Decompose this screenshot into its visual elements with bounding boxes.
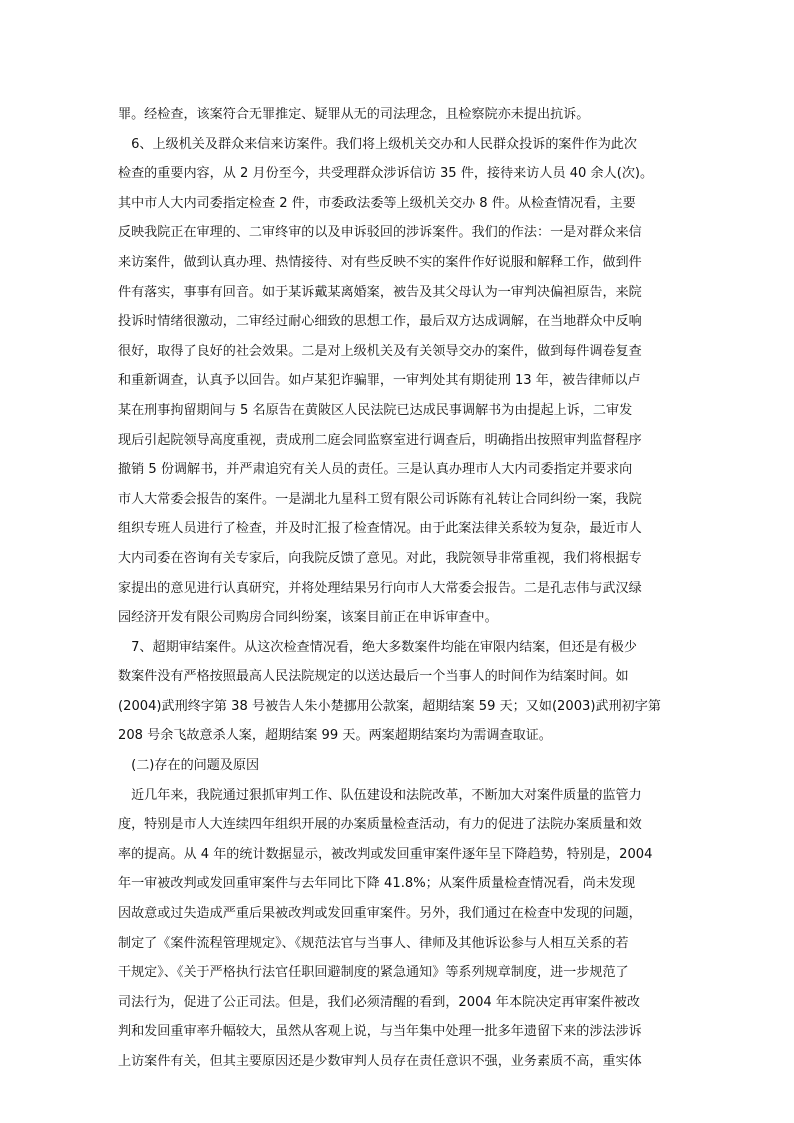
text-line: 大内司委在咨询有关专家后，向我院反馈了意见。对此，我院领导非常重视，我们将根据专	[118, 550, 642, 566]
text-line: 家提出的意见进行认真研究，并将处理结果另行向市人大常委会报告。二是孔志伟与武汉绿	[118, 580, 642, 596]
document-body	[118, 100, 678, 1077]
text-line: 率的提高。从 4 年的统计数据显示，被改判或发回重审案件逐年呈下降趋势，特别是，2004	[118, 846, 653, 862]
text-line: 208 号余飞故意杀人案，超期结案 99 天。两案超期结案均为需调查取证。	[118, 728, 552, 744]
text-line: 检查的重要内容，从 2 月份至今，共受理群众涉诉信访 35 件，接待来访人员 40 余人(次)。	[118, 166, 654, 182]
text-line: 其中市人大内司委指定检查 2 件，市委政法委等上级机关交办 8 件。从检查情况看，主要	[118, 195, 636, 211]
text-line: 年一审被改判或发回重审案件与去年同比下降 41.8%；从案件质量检查情况看，尚未发现	[118, 876, 636, 892]
text-line: 投诉时情绪很激动，二审经过耐心细致的思想工作，最后双方达成调解，在当地群众中反响	[118, 314, 642, 330]
text-line: 近几年来，我院通过狠抓审判工作、队伍建设和法院改革，不断加大对案件质量的监管力	[118, 787, 642, 803]
text-line: 因故意或过失造成严重后果被改判或发回重审案件。另外，我们通过在检查中发现的问题，	[118, 906, 642, 922]
text-line: 判和发回重审率升幅较大，虽然从客观上说，与当年集中处理一批多年遗留下来的涉法涉诉	[118, 1024, 642, 1040]
text-line: 制定了《案件流程管理规定》、《规范法官与当事人、律师及其他诉讼参与人相互关系的若	[118, 935, 629, 951]
text-line: 和重新调查，认真予以回告。如卢某犯诈骗罪，一审判处其有期徒刑 13 年，被告律师以卢	[118, 373, 641, 389]
text-line: (2004)武刑终字第 38 号被告人朱小楚挪用公款案，超期结案 59 天；又如(2003)武刑初字第	[118, 698, 661, 714]
text-line: 反映我院正在审理的、二审终审的以及申诉驳回的涉诉案件。我们的作法：一是对群众来信	[118, 225, 642, 241]
text-line: 件有落实，事事有回音。如于某诉戴某离婚案，被告及其父母认为一审判决偏袒原告，来院	[118, 284, 642, 300]
text-line: 市人大常委会报告的案件。一是湖北九星科工贸有限公司诉陈有礼转让合同纠纷一案，我院	[118, 491, 642, 507]
text-line: 6、上级机关及群众来信来访案件。我们将上级机关交办和人民群众投诉的案件作为此次	[118, 136, 637, 152]
text-line: 度，特别是市人大连续四年组织开展的办案质量检查活动，有力的促进了法院办案质量和效	[118, 817, 642, 833]
text-line: 上访案件有关，但其主要原因还是少数审判人员存在责任意识不强，业务素质不高，重实体	[118, 1054, 642, 1069]
text-line: 某在刑事拘留期间与 5 名原告在黄陂区人民法院已达成民事调解书为由提起上诉，二审发	[118, 402, 633, 418]
text-line: 干规定》、《关于严格执行法官任职回避制度的紧急通知》等系列规章制度，进一步规范了	[118, 965, 629, 981]
text-line: 罪。经检查，该案符合无罪推定、疑罪从无的司法理念，且检察院亦未提出抗诉。	[118, 107, 590, 122]
text-line: 现后引起院领导高度重视，责成刑二庭会同监察室进行调查后，明确指出按照审判监督程序	[118, 432, 642, 448]
text-line: 司法行为，促进了公正司法。但是，我们必须清醒的看到，2004 年本院决定再审案件被改	[118, 994, 640, 1010]
text-line: 撤销 5 份调解书，并严肃追究有关人员的责任。三是认真办理市人大内司委指定并要求向	[118, 462, 633, 478]
text-line: 组织专班人员进行了检查，并及时汇报了检查情况。由于此案法律关系较为复杂，最近市人	[118, 521, 642, 537]
text-line: 7、超期审结案件。从这次检查情况看，绝大多数案件均能在审限内结案，但还是有极少	[118, 639, 637, 655]
section-heading: (二)存在的问题及原因	[118, 758, 260, 774]
text-line: 来访案件，做到认真办理、热情接待、对有些反映不实的案件作好说服和解释工作，做到件	[118, 254, 642, 270]
text-line: 很好，取得了良好的社会效果。二是对上级机关及有关领导交办的案件，做到每件调卷复查	[118, 343, 642, 359]
text-line: 数案件没有严格按照最高人民法院规定的以送达最后一个当事人的时间作为结案时间。如	[118, 669, 629, 685]
text-line: 园经济开发有限公司购房合同纠纷案，该案目前正在申诉审查中。	[118, 610, 498, 626]
